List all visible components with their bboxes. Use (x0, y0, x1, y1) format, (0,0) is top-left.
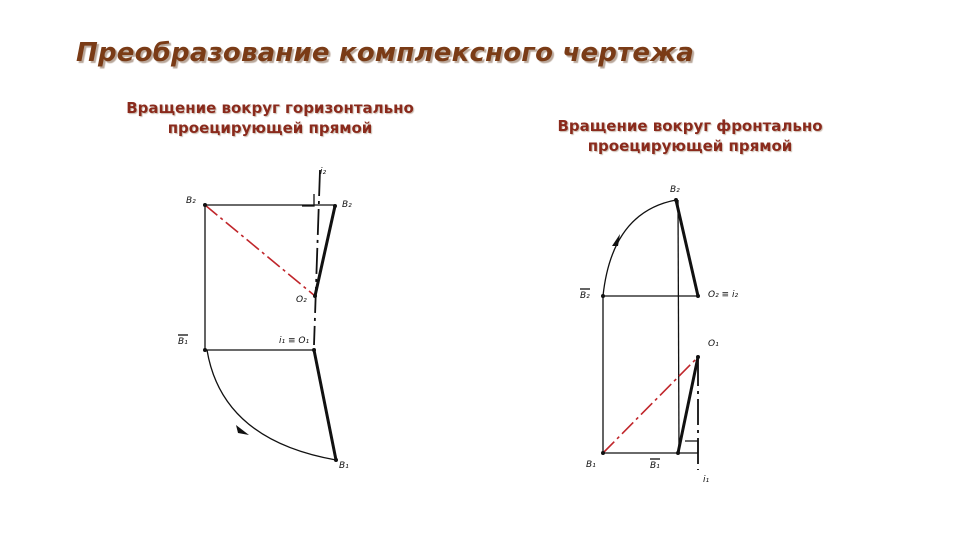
left-arc-arrow-icon (236, 425, 249, 435)
left-label-b2-rotated: B₂ (342, 200, 352, 210)
right-label-b2-bar: B₂ (580, 291, 590, 301)
right-rotated-horizontal-segment (678, 357, 698, 453)
left-red-segment (205, 205, 315, 296)
right-label-i1: i₁ (703, 475, 710, 485)
right-point-o2 (696, 294, 700, 298)
right-red-segment (603, 357, 698, 453)
left-drawing (178, 167, 352, 471)
right-point-b1-bar (676, 451, 680, 455)
right-drawing (580, 185, 738, 485)
right-vertical-line-mid (678, 200, 679, 453)
right-label-o2-i2: O₂ ≡ i₂ (708, 290, 739, 300)
left-label-b2: B₂ (186, 196, 196, 206)
left-rotated-horizontal-segment (314, 350, 336, 460)
left-subtitle-line1: Вращение вокруг горизонтально (126, 99, 414, 117)
right-subtitle-line2: проецирующей прямой (587, 137, 793, 155)
right-rotation-arc (603, 200, 676, 296)
right-point-b1-left (601, 451, 605, 455)
left-point-b1-bar (203, 348, 207, 352)
right-point-o1 (696, 355, 700, 359)
left-point-b2 (203, 203, 207, 207)
right-label-b2-top: B₂ (670, 185, 680, 195)
right-right-angle-mark (685, 441, 698, 453)
left-label-b1: B₁ (339, 461, 349, 471)
left-subtitle-line2: проецирующей прямой (167, 119, 373, 137)
right-point-b2-top (674, 198, 678, 202)
right-rotated-frontal-segment (676, 200, 698, 296)
left-right-angle-mark (302, 194, 314, 206)
right-label-b1-bar: B₁ (650, 461, 660, 471)
left-point-b2-rotated (333, 204, 337, 208)
right-point-b2-bar (601, 294, 605, 298)
left-label-o2: O₂ (296, 295, 307, 305)
left-label-i2: i₂ (320, 167, 327, 177)
right-label-o1: O₁ (708, 339, 719, 349)
left-point-b1 (334, 458, 338, 462)
right-subtitle-line1: Вращение вокруг фронтально (557, 117, 823, 135)
left-point-o2 (313, 294, 317, 298)
left-rotation-axis (314, 170, 320, 345)
left-label-b1-bar: B₁ (178, 337, 188, 347)
right-label-b1-left: B₁ (586, 460, 596, 470)
left-point-o1 (312, 348, 316, 352)
left-label-i1-o1: i₁ ≡ O₁ (279, 336, 310, 346)
page-title: Преобразование комплексного чертежа (76, 38, 695, 68)
right-arc-arrow-icon (612, 234, 620, 246)
